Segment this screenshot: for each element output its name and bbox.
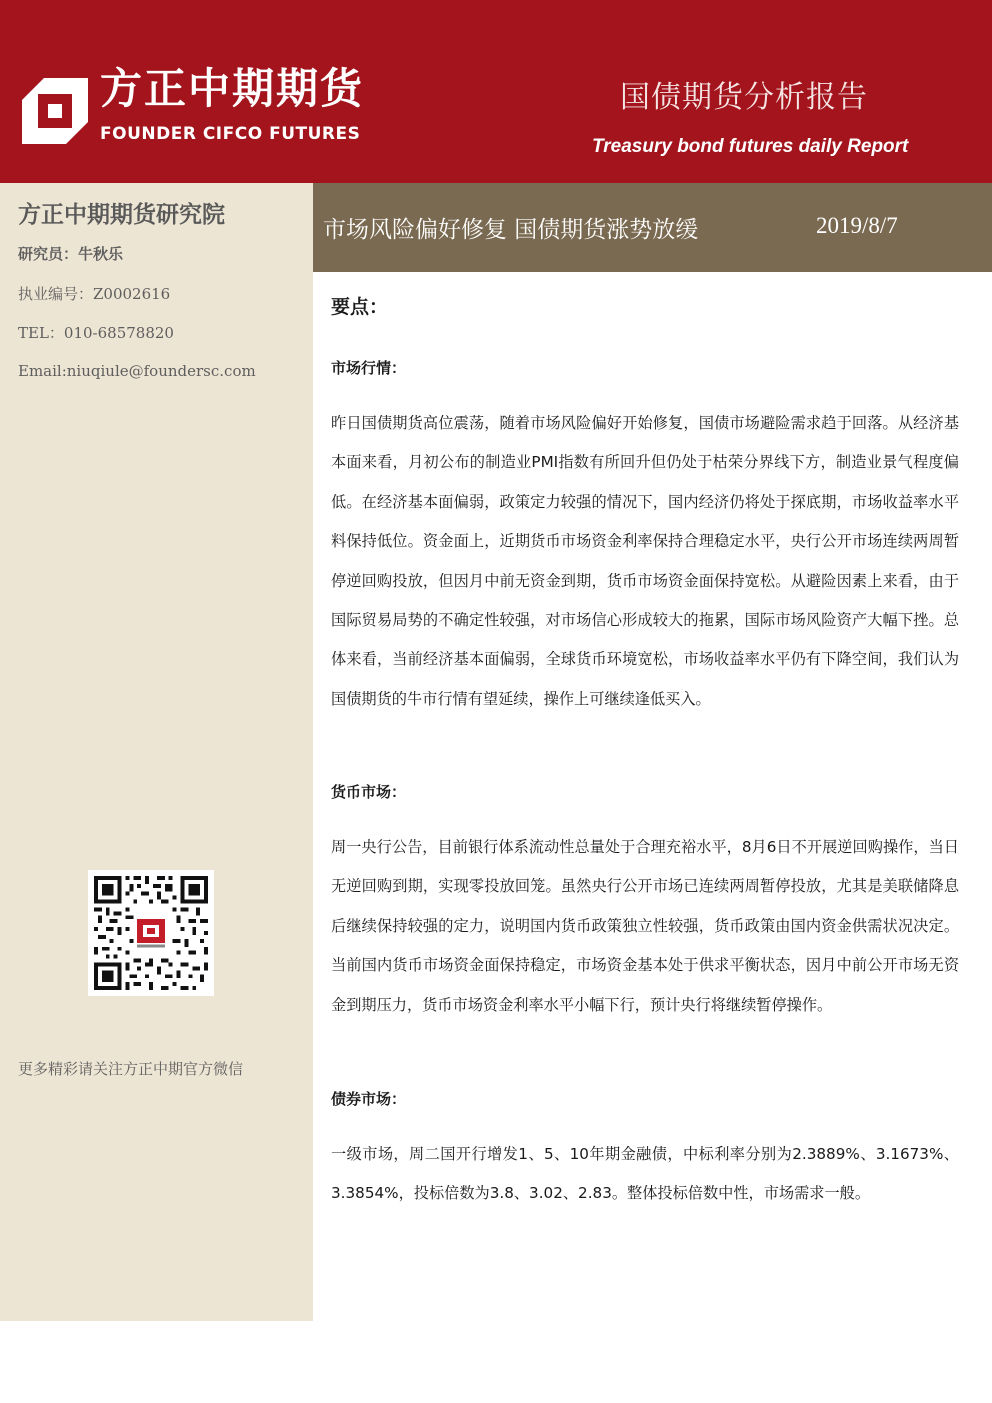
- section-heading-money-market: 货币市场：: [331, 783, 407, 801]
- wechat-qr-code-icon: [94, 876, 208, 990]
- section-body-bond-market: 一级市场，周二国开行增发1、5、10年期金融债，中标利率分别为2.3889%、3.1673%、3.3854%，投标倍数为3.8、3.02、2.83。整体投标倍数中性，市场需求一般。: [331, 1145, 959, 1203]
- wechat-qr-code: [88, 870, 214, 996]
- section-body-market: 昨日国债期货高位震荡，随着市场风险偏好开始修复，国债市场避险需求趋于回落。从经济基本面来看，月初公布的制造业PMI指数有所回升但仍处于枯荣分界线下方，制造业景气程度偏低。在经济基本面偏弱，政策定力较强的情况下，国内经济仍将处于探底期，市场收益率水平料保持低位。资金面上，近期货币市场资金利率保持合理稳定水平，央行公开市场连续两周暂停逆回购投放，但因月中前无资金到期，货币市场资金面保持宽松。从避险因素上来看，由于国际贸易局势的不确定性较强，对市场信心形成较大的拖累，国际市场风险资产大幅下挫。总体来看，当前经济基本面偏弱，全球货币环境宽松，市场收益率水平仍有下降空间，我们认为国债期货的牛市行情有望延续，操作上可继续逢低买入。: [331, 414, 959, 708]
- license-number: 执业编号：Z0002616: [18, 285, 171, 303]
- report-date: 2019/8/7: [816, 213, 898, 238]
- report-title: 国债期货分析报告: [620, 80, 868, 115]
- report-headline: 市场风险偏好修复 国债期货涨势放缓: [323, 217, 699, 243]
- email-link[interactable]: Email:niuqiule@foundersc.com: [18, 362, 256, 380]
- key-points-heading: 要点：: [331, 296, 389, 318]
- telephone: TEL：010-68578820: [18, 324, 174, 342]
- analyst-name: 研究员：牛秋乐: [18, 245, 124, 263]
- company-name-en: FOUNDER CIFCO FUTURES: [100, 124, 361, 144]
- founder-logo-icon: [22, 78, 88, 144]
- section-heading-market: 市场行情：: [331, 359, 407, 377]
- follow-wechat-text: 更多精彩请关注方正中期官方微信: [18, 1060, 244, 1078]
- company-name-cn: 方正中期期货: [100, 64, 365, 113]
- report-subtitle: Treasury bond futures daily Report: [592, 136, 909, 157]
- section-body-money-market: 周一央行公告，目前银行体系流动性总量处于合理充裕水平，8月6日不开展逆回购操作，当日无逆回购到期，实现零投放回笼。虽然央行公开市场已连续两周暂停投放，尤其是美联储降息后继续保持较强的定力，说明国内货币政策独立性较强，货币政策由国内资金供需状况决定。当前国内货币市场资金面保持稳定，市场资金基本处于供求平衡状态，因月中前公开市场无资金到期压力，货币市场资金利率水平小幅下行，预计央行将继续暂停操作。: [331, 838, 959, 1014]
- title-band: [313, 183, 992, 272]
- sidebar: [0, 183, 313, 1321]
- institute-name: 方正中期期货研究院: [18, 202, 225, 228]
- report-header: [0, 0, 992, 183]
- section-heading-bond-market: 债券市场：: [331, 1090, 407, 1108]
